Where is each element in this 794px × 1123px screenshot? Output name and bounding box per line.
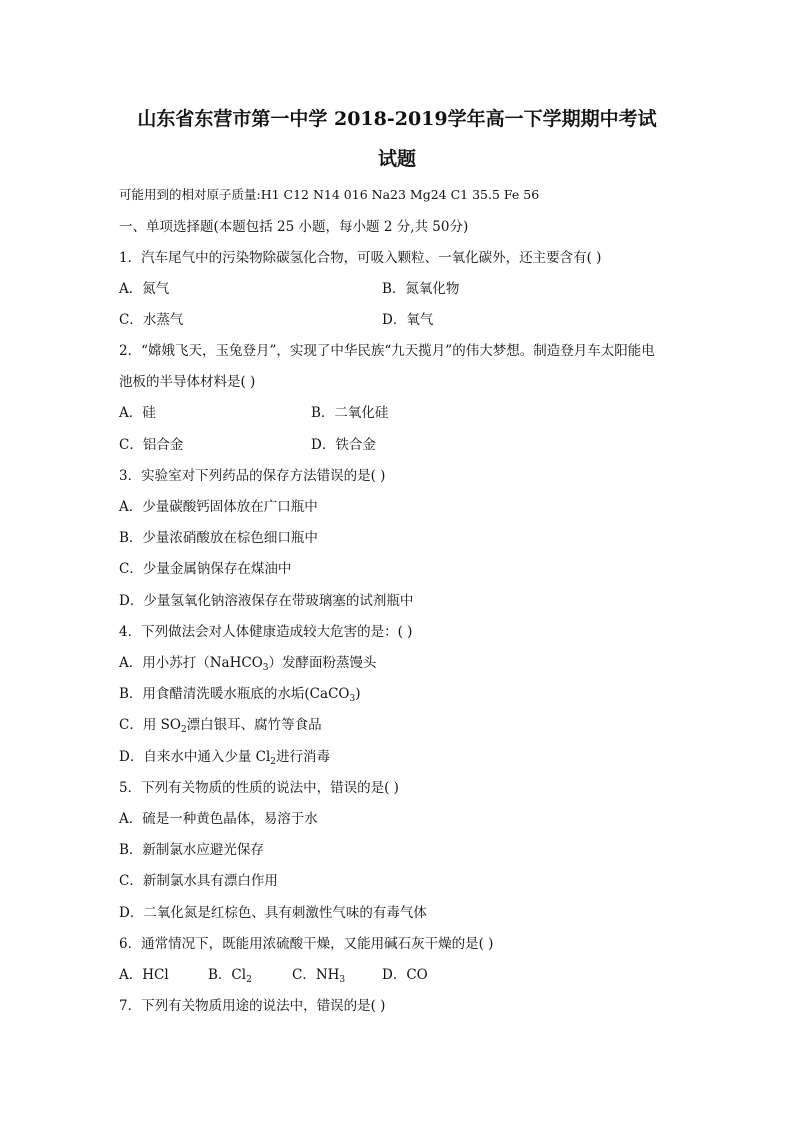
question-4-option-b — [119, 684, 360, 704]
question-2-stem-line1: 2．“嫦娥飞天，玉兔登月”，实现了中华民族“九天揽月”的伟大梦想。制造登月车太阳能电 — [119, 343, 655, 359]
question-1-stem: 1．汽车尾气中的污染物除碳氢化合物，可吸入颗粒、一氧化碳外，还主要含有( ) — [119, 250, 602, 266]
question-4-option-a — [119, 653, 377, 673]
question-4-option-c — [119, 715, 322, 735]
question-3-option-c: C．少量金属钠保存在煤油中 — [119, 561, 292, 577]
question-1-option-c: C．水蒸气 — [119, 312, 184, 328]
question-4-option-b-text: B．用食醋清洗暖水瓶底的水垢(CaCO — [119, 686, 350, 702]
question-5-option-c: C．新制氯水具有漂白作用 — [119, 873, 278, 889]
question-7-stem: 7．下列有关物质用途的说法中，错误的是( ) — [119, 998, 386, 1014]
question-4-option-c-text: C．用 SO — [119, 717, 181, 733]
question-3-stem: 3．实验室对下列药品的保存方法错误的是( ) — [119, 468, 386, 484]
question-4-stem: 4．下列做法会对人体健康造成较大危害的是：( ) — [119, 624, 413, 640]
question-2-option-d: D．铁合金 — [311, 437, 376, 453]
question-6-option-c — [292, 965, 345, 985]
question-3-option-d: D．少量氢氧化钠溶液保存在带玻璃塞的试剂瓶中 — [119, 593, 414, 609]
question-4-option-b-subscript: 3 — [349, 694, 356, 704]
question-4-option-a-subscript: 3 — [262, 663, 269, 673]
question-4-option-d-subscript: 2 — [270, 757, 276, 767]
question-6-option-b — [208, 965, 252, 985]
atomic-masses-note: 可能用到的相对原子质量:H1 C12 N14 016 Na23 Mg24 C1 35.5 Fe 56 — [119, 187, 540, 202]
question-4-option-a-tail: ）发酵面粉蒸馒头 — [268, 655, 377, 671]
question-6-option-b-text: B．Cl — [208, 967, 247, 983]
question-4-option-a-text: A．用小苏打（NaHCO — [119, 655, 263, 671]
question-3-option-b: B．少量浓硝酸放在棕色细口瓶中 — [119, 530, 318, 546]
section-header: 一、单项选择题(本题包括 25 小题，每小题 2 分,共 50分) — [119, 219, 469, 235]
question-1-option-a: A．氮气 — [119, 281, 170, 297]
question-4-option-b-tail: ) — [355, 686, 361, 702]
question-4-option-d-tail: 进行消毒 — [276, 749, 330, 765]
question-2-option-c: C．铝合金 — [119, 437, 184, 453]
question-6-stem: 6．通常情况下，既能用浓硫酸干燥，又能用碱石灰干燥的是( ) — [119, 936, 494, 952]
question-5-stem: 5．下列有关物质的性质的说法中，错误的是( ) — [119, 780, 399, 796]
question-4-option-d — [119, 747, 330, 767]
question-1-option-b: B．氮氧化物 — [382, 281, 460, 297]
question-6-option-c-text: C．NH — [292, 967, 340, 983]
question-2-option-a: A．硅 — [119, 405, 156, 421]
question-6-option-c-subscript: 3 — [339, 975, 346, 985]
question-2-stem-line2: 池板的半导体材料是( ) — [119, 374, 256, 390]
question-5-option-d: D．二氧化氮是红棕色、具有刺激性气味的有毒气体 — [119, 905, 427, 921]
question-3-option-a: A．少量碳酸钙固体放在广口瓶中 — [119, 499, 318, 515]
question-6-option-b-subscript: 2 — [246, 975, 252, 985]
question-5-option-b: B．新制氯水应避光保存 — [119, 842, 264, 858]
question-6-option-d: D．CO — [382, 967, 428, 983]
question-4-option-c-tail: 漂白银耳、腐竹等食品 — [186, 717, 322, 733]
document-title-line1: 山东省东营市第一中学 2018-2019学年高一下学期期中考试 — [137, 108, 657, 130]
question-5-option-a: A．硫是一种黄色晶体，易溶于水 — [119, 811, 318, 827]
question-4-option-d-text: D．自来水中通入少量 Cl — [119, 749, 271, 765]
question-2-option-b: B．二氧化硅 — [311, 405, 389, 421]
document-title-line2: 试题 — [377, 148, 416, 170]
question-6-option-a: A．HCl — [119, 967, 169, 983]
question-1-option-d: D．氧气 — [382, 312, 434, 328]
question-4-option-c-subscript: 2 — [180, 725, 187, 735]
